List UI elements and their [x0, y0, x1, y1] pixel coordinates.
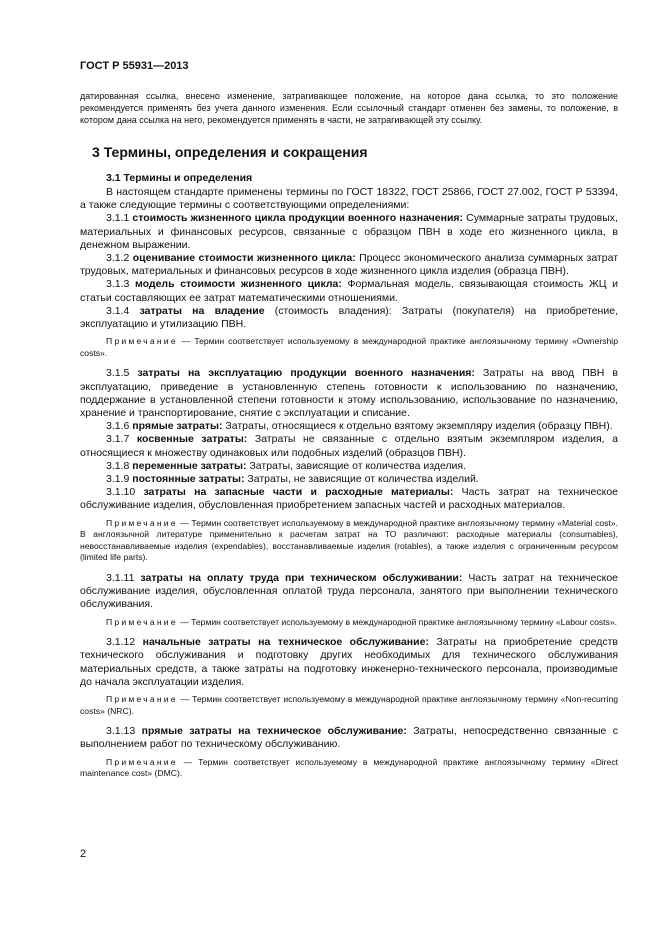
note-text: — Термин соответствует используемому в международной практике англоязычному термину «Ownership costs».	[80, 336, 618, 358]
term-number: 3.1.2	[106, 252, 130, 265]
note-label: Примечание	[106, 616, 178, 627]
note-label: Примечание	[106, 336, 178, 347]
term-name: модель стоимости жизненного цикла:	[135, 278, 342, 291]
terms-list	[80, 186, 618, 780]
term-note	[80, 336, 618, 359]
term-definition: Затраты на ввод ПВН в эксплуатацию, приведение в установленную степень готовности к использованию по назначению, поддержание в установленной степени готовности к этому использованию, использование по назначению, хранение и транспортирование, снятие с эксплуатации и списание.	[80, 367, 619, 420]
term-name: стоимость жизненного цикла продукции военного назначения:	[132, 212, 464, 225]
term-number: 3.1.10	[106, 486, 136, 499]
term-entry	[80, 725, 618, 751]
term-name: косвенные затраты:	[136, 433, 248, 446]
term-definition: Затраты, зависящие от количества изделия.	[249, 459, 467, 472]
term-entry	[80, 486, 618, 512]
lead-paragraph: В настоящем стандарте применены термины по ГОСТ 18322, ГОСТ 25866, ГОСТ 27.002, ГОСТ Р 53394, а также следующие термины с соответствующими определениями:	[80, 186, 618, 212]
note-text: — Термин соответствует используемому в международной практике англоязычному термину «Direct maintenance cost» (DMC).	[80, 756, 619, 779]
term-number: 3.1.3	[106, 278, 130, 291]
term-name: прямые затраты на техническое обслуживание:	[141, 725, 407, 738]
term-number: 3.1.6	[106, 420, 130, 433]
section-heading	[92, 144, 368, 160]
term-definition: Формальная модель, связывающая стоимость ЖЦ и статьи составляющих ее затрат математическими отношениями.	[80, 278, 619, 304]
term-entry	[80, 636, 618, 689]
note-label: Примечание	[106, 756, 178, 767]
term-number: 3.1.11	[106, 572, 135, 585]
term-name: затраты на запасные части и расходные материалы:	[143, 486, 454, 499]
term-definition: Процесс экономического анализа суммарных затрат трудовых, материальных и финансовых ресурсов в ходе жизненного цикла изделия (образца ПВН).	[80, 252, 618, 278]
term-name: переменные затраты:	[132, 459, 247, 472]
term-number: 3.1.8	[106, 459, 130, 472]
section-number: 3	[92, 144, 100, 160]
term-definition: Затраты, относящиеся к отдельно взятому экземпляру изделия (образцу ПВН).	[225, 420, 613, 433]
subsection-title: Термины и определения	[123, 172, 253, 184]
note-text: — Термин соответствует используемому в международной практике англоязычному термину «Non-recurring costs» (NRC).	[80, 694, 618, 716]
term-number: 3.1.5	[106, 367, 130, 380]
term-note	[80, 757, 618, 780]
term-entry	[80, 212, 618, 252]
term-name: затраты на эксплуатацию продукции военного назначения:	[137, 367, 475, 380]
term-number: 3.1.4	[106, 304, 130, 317]
term-number: 3.1.9	[106, 473, 130, 486]
term-note	[80, 617, 618, 629]
term-entry	[80, 305, 618, 331]
term-entry	[80, 433, 618, 459]
subsection-heading	[106, 172, 252, 184]
section-title: Термины, определения и сокращения	[103, 144, 368, 160]
term-note	[80, 518, 618, 564]
note-text: — Термин соответствует используемому в международной практике англоязычному термину «Labour costs».	[180, 616, 618, 627]
term-number: 3.1.7	[106, 433, 130, 446]
term-definition: Часть затрат на техническое обслуживание изделия, обусловленная оплатой труда персонала, занятого при выполнении технического обслуживания.	[80, 572, 619, 611]
term-definition: (стоимость владения): Затраты (покупателя) на приобретение, эксплуатацию и утилизацию ПВН.	[80, 304, 618, 331]
term-definition: Затраты на приобретение средств технического обслуживания и подготовку других необходимых для технического обслуживания материальных средств, а также затраты на подготовку инженерно-технического персонала, производимые до начала эксплуатации изделия.	[80, 636, 619, 688]
term-entry	[80, 460, 618, 473]
term-number: 3.1.13	[106, 725, 136, 738]
term-entry	[80, 252, 618, 278]
term-name: начальные затраты на техническое обслуживание:	[142, 636, 429, 649]
term-entry	[80, 572, 618, 612]
term-entry	[80, 420, 618, 433]
term-note	[80, 694, 618, 717]
term-name: затраты на оплату труда при техническом обслуживании:	[140, 572, 463, 585]
term-entry	[80, 473, 618, 486]
term-number: 3.1.12	[106, 636, 136, 649]
document-header: ГОСТ Р 55931—2013	[80, 60, 189, 72]
term-definition: Затраты, непосредственно связанные с выполнением работ по техническому обслуживанию.	[80, 725, 619, 751]
intro-text: датированная ссылка, внесено изменение, затрагивающее положение, на которое дана ссылка, то это положение рекомендуется применять без учета данного изменения. Если ссылочный стандарт отменен без замены, то положение, в котором дана ссылка на него, рекомендуется применять в части, не затрагивающей эту ссылку.	[80, 91, 618, 126]
term-definition: Часть затрат на техническое обслуживание изделия, обусловленная приобретением запасных частей и расходных материалов.	[80, 486, 618, 512]
term-definition: Суммарные затраты трудовых, материальных и финансовых ресурсов, связанные с образцом ПВН в ходе его жизненного цикла, в денежном выражении.	[80, 212, 618, 251]
term-name: прямые затраты:	[132, 420, 223, 433]
term-name: постоянные затраты:	[132, 473, 245, 486]
term-name: затраты на владение	[139, 304, 265, 317]
note-label: Примечание	[106, 517, 178, 528]
term-entry	[80, 278, 618, 304]
note-label: Примечание	[106, 694, 178, 705]
subsection-number: 3.1	[106, 172, 121, 184]
term-definition: Затраты, не зависящие от количества изделий.	[247, 473, 479, 486]
term-definition: Затраты не связанные с отдельно взятым экземпляром изделия, а относящиеся к множеству одинаковых или подобных изделий (образцов ПВН).	[80, 433, 618, 459]
page-number: 2	[80, 848, 87, 860]
term-entry	[80, 367, 618, 420]
intro-paragraph	[80, 90, 618, 127]
term-name: оценивание стоимости жизненного цикла:	[132, 252, 356, 265]
note-text: — Термин соответствует используемому в международной практике англоязычному термину «Material cost». В англоязычной литературе применительно к расчетам затрат на ТО различают: расходные материалы (consumables), невосстанавливаемые изделия (expendables), восстанавливаемые изделия (rotables), а также изделия с ограниченным ресурсом (limited life parts).	[80, 517, 619, 563]
term-number: 3.1.1	[106, 212, 130, 225]
